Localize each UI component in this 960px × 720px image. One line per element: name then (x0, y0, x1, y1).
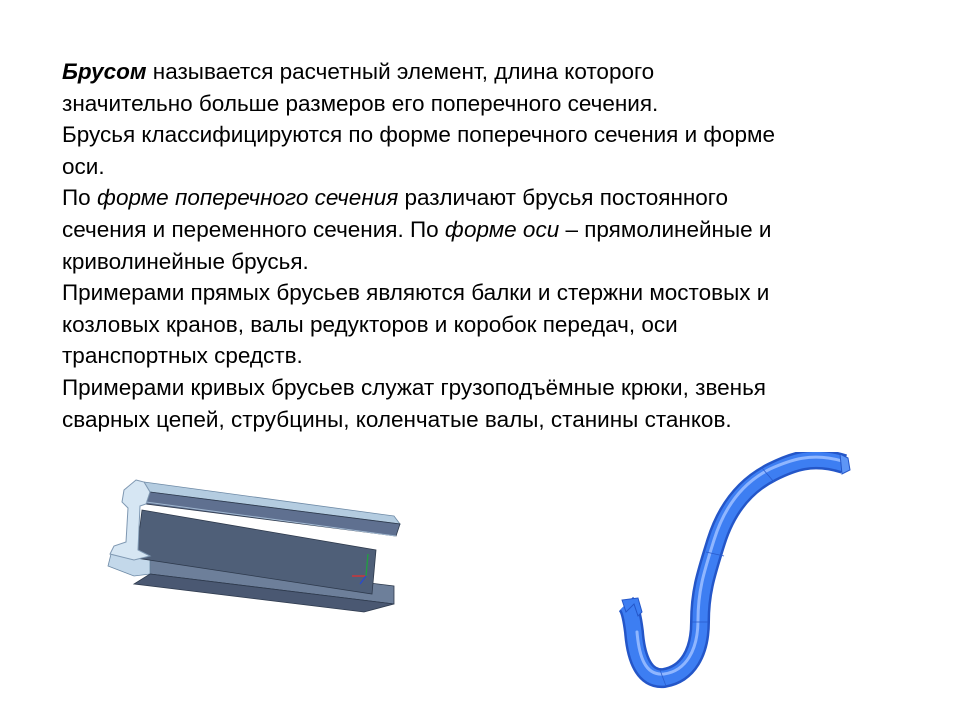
text-run: значительно больше размеров его поперечного сечения. (62, 90, 659, 116)
text-line (62, 91, 658, 116)
text-line (62, 185, 728, 210)
text-run: – прямолинейные и (559, 216, 772, 242)
hook-end (840, 454, 850, 474)
slide-text (62, 56, 922, 435)
paragraph (62, 372, 922, 435)
text-line (62, 59, 654, 84)
paragraph (62, 182, 922, 277)
text-run: Примерами прямых брусьев являются балки и стержни мостовых и (62, 280, 770, 306)
text-run: различают брусья постоянного (398, 185, 729, 211)
text-line (62, 375, 766, 400)
text-line (62, 343, 303, 368)
text-run: форме поперечного сечения (96, 185, 399, 211)
text-run: форме оси (444, 216, 560, 242)
text-run: Брусом (62, 59, 147, 84)
text-run: По (62, 185, 97, 211)
crane-hook-figure (612, 452, 860, 700)
text-run: оси. (62, 153, 105, 179)
text-line (62, 312, 678, 337)
text-run: сварных цепей, струбцины, коленчатые валы, станины станков. (62, 406, 732, 432)
text-line (62, 217, 772, 242)
text-line (62, 280, 769, 305)
text-run: Брусья классифицируются по форме поперечного сечения и форме (62, 122, 775, 148)
text-run: транспортных средств. (62, 343, 303, 369)
text-line (62, 154, 105, 179)
text-run: козловых кранов, валы редукторов и коробок передач, оси (62, 311, 678, 337)
paragraph (62, 56, 922, 119)
paragraph (62, 277, 922, 372)
text-line (62, 407, 732, 432)
hook-body (626, 459, 844, 678)
text-run: криволинейные брусья. (62, 248, 309, 274)
paragraph (62, 119, 922, 182)
text-run: Примерами кривых брусьев служат грузоподъёмные крюки, звенья (62, 374, 766, 400)
text-run: сечения и переменного сечения. По (62, 216, 445, 242)
text-line (62, 249, 309, 274)
text-line (62, 122, 775, 147)
text-run: называется расчетный элемент, длина которого (146, 59, 655, 84)
i-beam-figure (104, 478, 404, 623)
